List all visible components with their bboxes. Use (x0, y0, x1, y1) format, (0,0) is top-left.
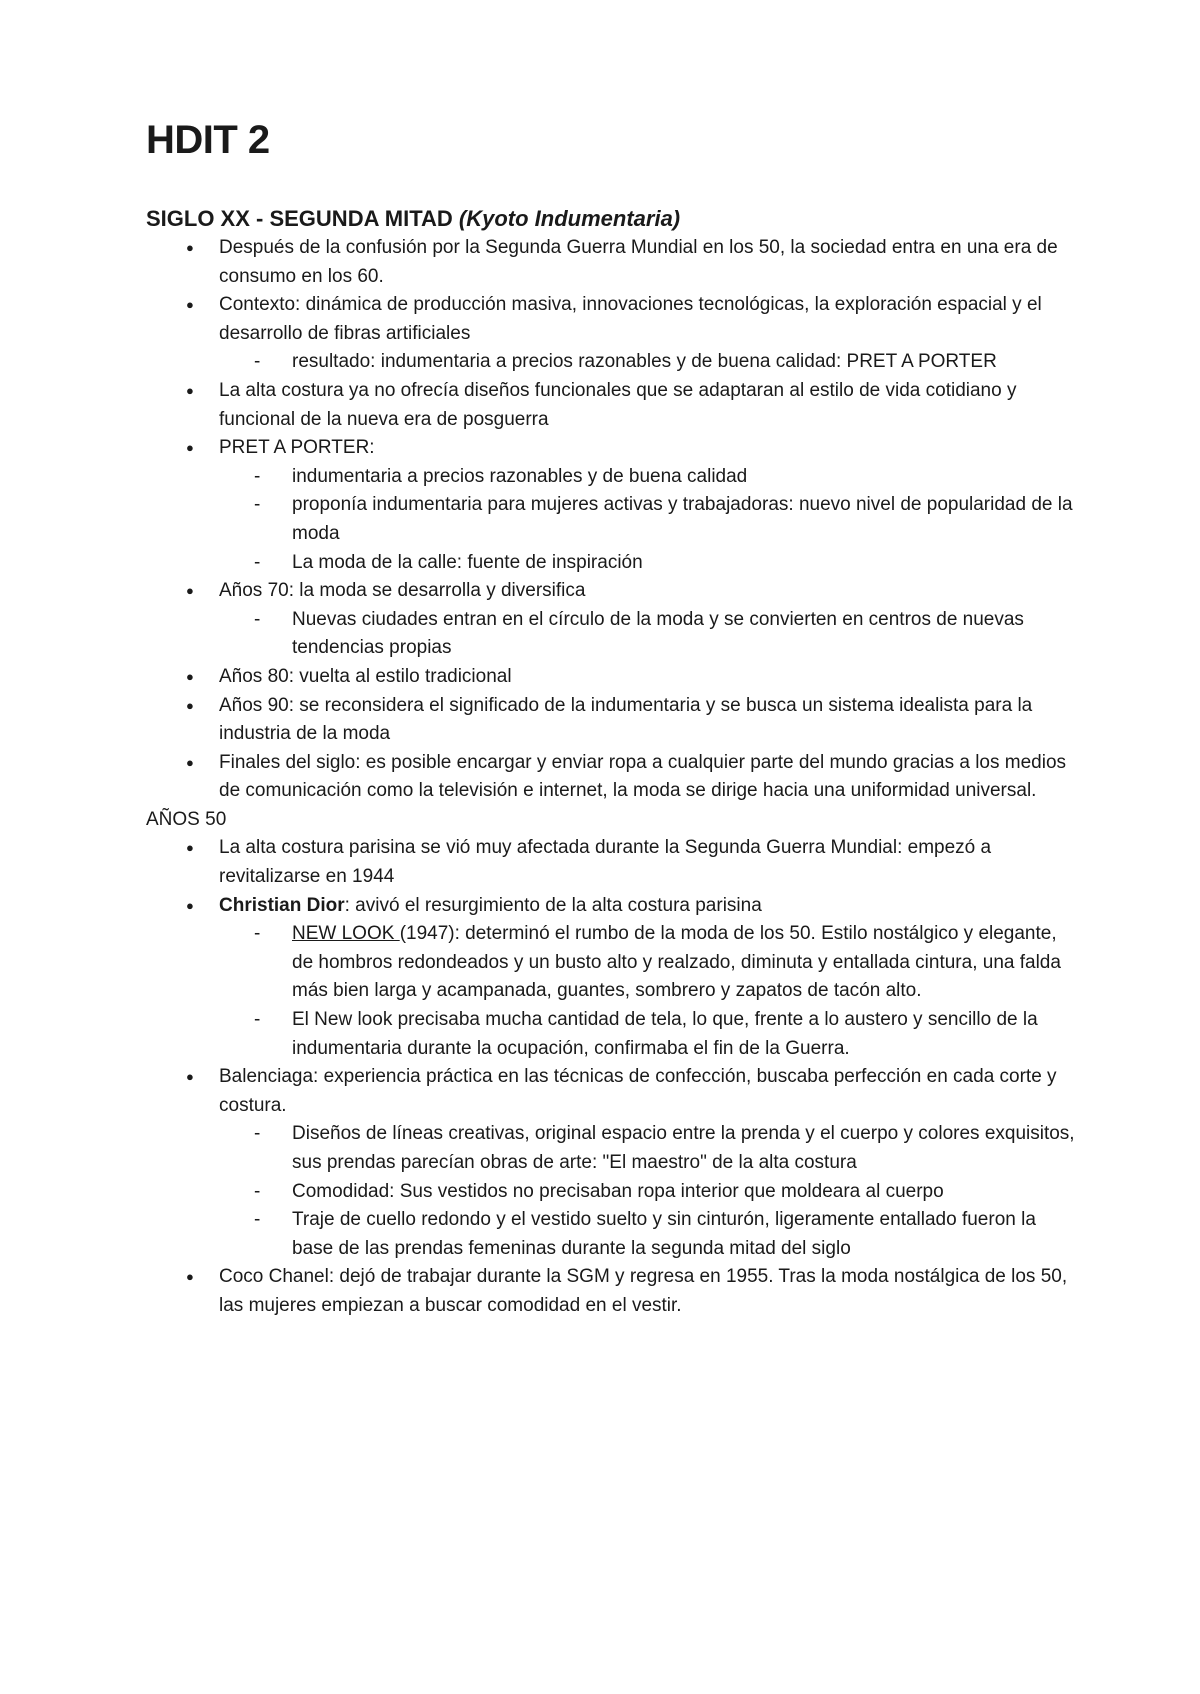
dash-text: La moda de la calle: fuente de inspiración (292, 551, 643, 573)
list-item (219, 1206, 1076, 1263)
list-item (146, 1263, 1076, 1320)
bullet-text: Coco Chanel: dejó de trabajar durante la SGM y regresa en 1955. Tras la moda nostálgica de los 50, las mujeres empiezan a buscar comodidad en el vestir. (219, 1266, 1068, 1316)
list-item (219, 1178, 1076, 1207)
section-title-main: SIGLO XX - SEGUNDA MITAD (146, 206, 459, 231)
dash-icon: - (254, 465, 261, 487)
bullet-icon: ● (186, 1269, 194, 1285)
list-item (219, 920, 1076, 1006)
bullet-text: Contexto: dinámica de producción masiva, innovaciones tecnológicas, la exploración espacial y el desarrollo de fibras artificiales (219, 294, 1042, 344)
bullet-text: PRET A PORTER: (219, 437, 375, 459)
dash-list (219, 1120, 1076, 1263)
bullet-list-anos-50 (146, 834, 1076, 1320)
list-item (219, 1006, 1076, 1063)
bullet-text: Balenciaga: experiencia práctica en las técnicas de confección, buscaba perfección en cada corte y costura. (219, 1066, 1057, 1116)
bullet-icon: ● (186, 583, 194, 599)
bullet-text: Años 80: vuelta al estilo tradicional (219, 665, 512, 687)
bullet-icon: ● (186, 754, 194, 770)
section-subtitle: (Kyoto Indumentaria) (458, 206, 681, 231)
heading-anos-50: AÑOS 50 (146, 808, 227, 830)
underlined-new-look: NEW LOOK (292, 923, 400, 945)
list-item (146, 377, 1076, 434)
list-item (219, 549, 1076, 578)
list-item (219, 1120, 1076, 1177)
bullet-icon: ● (186, 240, 194, 255)
dash-icon: - (254, 608, 261, 630)
dash-list (219, 348, 1076, 377)
dash-icon: - (254, 1209, 261, 1231)
dash-icon: - (254, 923, 261, 945)
bullet-icon: ● (186, 668, 194, 684)
bullet-icon: ● (186, 840, 194, 856)
section-title (146, 204, 1076, 234)
list-item (219, 606, 1076, 663)
bold-name-dior: Christian Dior (219, 894, 345, 916)
list-item (146, 892, 1076, 1064)
dash-icon: - (254, 1123, 261, 1145)
list-item (219, 463, 1076, 492)
dash-icon: - (254, 1009, 261, 1031)
dash-text: resultado: indumentaria a precios razonables y de buena calidad: PRET A PORTER (292, 351, 997, 373)
bullet-text: Finales del siglo: es posible encargar y enviar ropa a cualquier parte del mundo gracias a los medios de comunicación como la televisión e internet, la moda se dirige hacia una uniformidad universal. (219, 751, 1067, 802)
bullet-text: La alta costura parisina se vió muy afectada durante la Segunda Guerra Mundial: empezó a revitalizarse en 1944 (219, 837, 992, 888)
bullet-icon: ● (186, 297, 194, 313)
dash-icon: - (254, 494, 261, 516)
list-item (146, 291, 1076, 377)
bullet-text: Años 90: se reconsidera el significado de la indumentaria y se busca un sistema idealista para la industria de la moda (219, 694, 1033, 745)
document-content (146, 116, 1076, 1321)
doc-title: HDIT 2 (146, 118, 270, 162)
bullet-icon: ● (186, 1069, 194, 1085)
dash-text: Diseños de líneas creativas, original espacio entre la prenda y el cuerpo y colores exquisitos, sus prendas parecían obras de arte: "El maestro" de la alta costura (292, 1123, 1075, 1173)
bullet-text: : avivó el resurgimiento de la alta costura parisina (344, 894, 762, 916)
dash-icon: - (254, 351, 261, 373)
bullet-icon: ● (186, 697, 194, 713)
list-item (146, 234, 1076, 291)
list-item (146, 834, 1076, 891)
dash-text: indumentaria a precios razonables y de buena calidad (292, 465, 748, 487)
dash-text: El New look precisaba mucha cantidad de tela, lo que, frente a lo austero y sencillo de la indumentaria durante la ocupación, confirmaba el fin de la Guerra. (292, 1009, 1038, 1059)
bullet-icon: ● (186, 440, 194, 456)
dash-text: proponía indumentaria para mujeres activas y trabajadoras: nuevo nivel de popularidad de la moda (292, 494, 1073, 544)
dash-text: (1947): determinó el rumbo de la moda de los 50. Estilo nostálgico y elegante, de hombros redondeados y un busto alto y realzado, diminuta y entallada cintura, una falda más bien larga y acampanada, guantes, sombrero y zapatos de tacón alto. (292, 923, 1061, 1002)
bullet-icon: ● (186, 382, 194, 398)
list-item (146, 749, 1076, 806)
bullet-text: La alta costura ya no ofrecía diseños funcionales que se adaptaran al estilo de vida cotidiano y funcional de la nueva era de posguerra (219, 379, 1017, 430)
dash-icon: - (254, 1180, 261, 1202)
bullet-text: Después de la confusión por la Segunda Guerra Mundial en los 50, la sociedad entra en una era de consumo en los 60. (219, 237, 1058, 287)
list-item (146, 1063, 1076, 1263)
bullet-icon: ● (186, 897, 194, 913)
dash-text: Traje de cuello redondo y el vestido suelto y sin cinturón, ligeramente entallado fueron la base de las prendas femeninas durante la segunda mitad del siglo (292, 1209, 1036, 1259)
dash-list (219, 606, 1076, 663)
bullet-text: Años 70: la moda se desarrolla y diversifica (219, 580, 586, 602)
dash-text: Comodidad: Sus vestidos no precisaban ropa interior que moldeara al cuerpo (292, 1180, 944, 1202)
list-item (146, 577, 1076, 663)
bullet-list-siglo (146, 234, 1076, 806)
dash-text: Nuevas ciudades entran en el círculo de la moda y se convierten en centros de nuevas tendencias propias (292, 608, 1024, 659)
list-item (146, 663, 1076, 692)
dash-list (219, 920, 1076, 1063)
list-item (146, 692, 1076, 749)
list-item (219, 491, 1076, 548)
list-item (146, 434, 1076, 577)
dash-icon: - (254, 551, 261, 573)
dash-list (219, 463, 1076, 577)
list-item (219, 348, 1076, 377)
